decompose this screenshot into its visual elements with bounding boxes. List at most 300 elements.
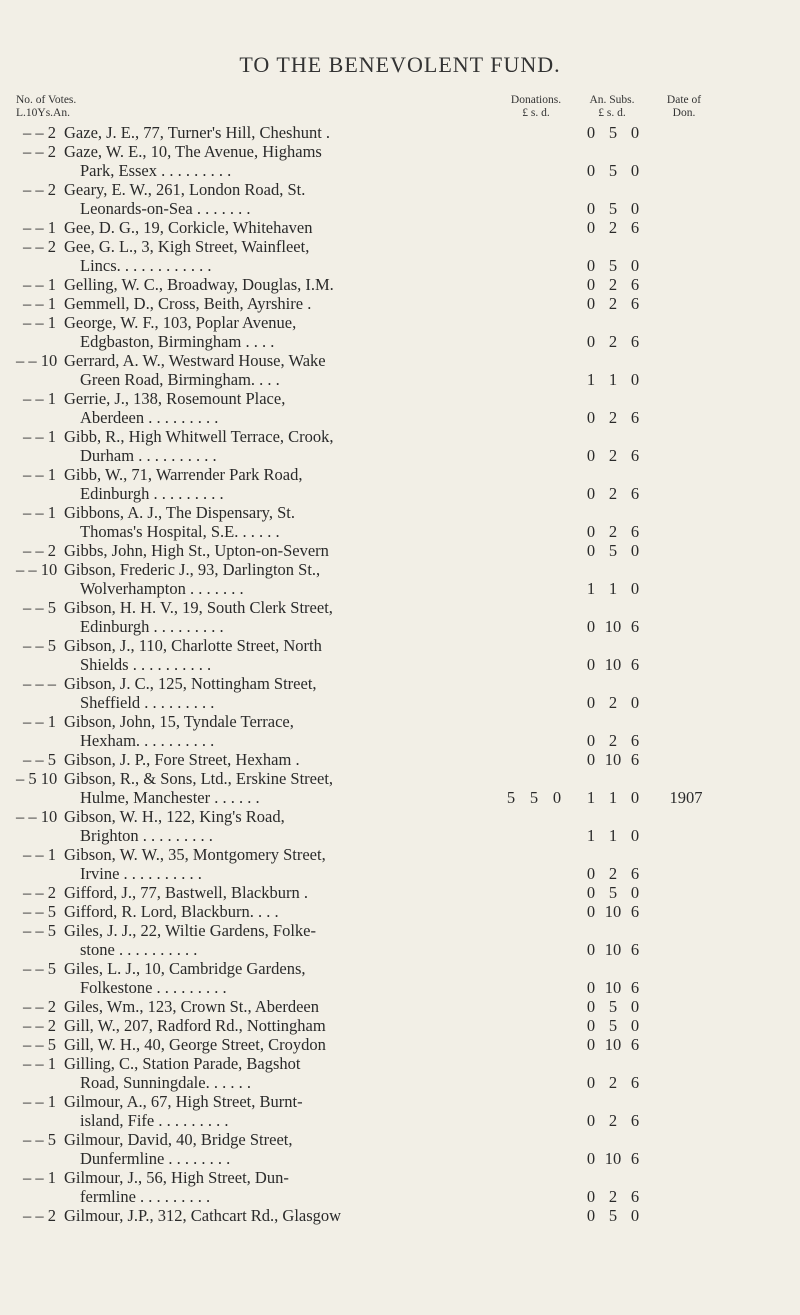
subscription-pounds: 0 [586,750,596,769]
entry-continuation-line [0,199,800,218]
list-item [0,1168,800,1206]
entry-continuation-line [0,522,800,541]
list-item [0,1054,800,1092]
subscription-pence: 0 [630,788,640,807]
votes-count: – – 5 [23,636,56,655]
list-item [0,769,800,807]
votes-count: – – 1 [23,275,56,294]
entry-continuation-line [0,161,800,180]
address-continuation: Hexham. . . . . . . . . . [80,731,215,750]
subscription-pence: 6 [630,1073,640,1092]
subscription-pounds: 0 [586,199,596,218]
subscription-shillings: 5 [608,1206,618,1225]
votes-column-header [16,94,76,120]
subscription-shillings: 2 [608,1111,618,1130]
subscription-pounds: 0 [586,978,596,997]
entry-line [0,1206,800,1225]
entry-line [0,1035,800,1054]
subscription-pounds: 0 [586,1206,596,1225]
subscriber-name-address: Gilmour, J., 56, High Street, Dun- [64,1168,289,1187]
votes-count: – – 10 [16,807,58,826]
subscription-shillings: 10 [604,617,622,636]
subscriber-name-address: Geary, E. W., 261, London Road, St. [64,180,306,199]
subscription-pounds: 0 [586,446,596,465]
subscriber-name-address: Gill, W. H., 40, George Street, Croydon [64,1035,326,1054]
list-item [0,902,800,921]
subscriber-name-address: Gerrard, A. W., Westward House, Wake [64,351,326,370]
subscription-shillings: 2 [608,275,618,294]
entry-line [0,1016,800,1035]
votes-count: – – – [23,674,56,693]
entry-line [0,750,800,769]
address-continuation: Edinburgh . . . . . . . . . [80,484,224,503]
list-item [0,807,800,845]
list-item [0,997,800,1016]
subscription-pence: 6 [630,484,640,503]
votes-header-line2: L.10Ys.An. [16,107,70,119]
subscriber-list [0,123,800,1225]
subscription-shillings: 10 [604,1035,622,1054]
votes-count: – – 2 [23,180,56,199]
votes-count: – – 1 [23,845,56,864]
address-continuation: stone . . . . . . . . . . [80,940,198,959]
subscriber-name-address: Gilling, C., Station Parade, Bagshot [64,1054,301,1073]
subscription-pence: 0 [630,997,640,1016]
subscription-pounds: 0 [586,731,596,750]
list-item [0,294,800,313]
subscription-pence: 0 [630,370,640,389]
votes-count: – – 1 [23,218,56,237]
votes-count: – – 1 [23,503,56,522]
votes-count: – – 5 [23,921,56,940]
subscriber-name-address: George, W. F., 103, Poplar Avenue, [64,313,297,332]
subscription-pounds: 0 [586,408,596,427]
entry-line [0,807,800,826]
votes-count: – – 5 [23,902,56,921]
list-item [0,1035,800,1054]
entry-line [0,674,800,693]
subscriber-name-address: Gibson, W. H., 122, King's Road, [64,807,285,826]
address-continuation: Aberdeen . . . . . . . . . [80,408,219,427]
list-item [0,750,800,769]
subscription-pence: 6 [630,522,640,541]
subscription-shillings: 2 [608,864,618,883]
subscriber-name-address: Giles, J. J., 22, Wiltie Gardens, Folke- [64,921,317,940]
list-item [0,1016,800,1035]
entry-continuation-line [0,484,800,503]
subscription-pence: 6 [630,750,640,769]
entry-continuation-line [0,1111,800,1130]
subscription-pence: 0 [630,123,640,142]
subscription-pounds: 0 [586,883,596,902]
address-continuation: Brighton . . . . . . . . . [80,826,213,845]
votes-count: – – 2 [23,883,56,902]
list-item [0,313,800,351]
subscription-pence: 6 [630,294,640,313]
subs-header-line1: An. Subs. [589,94,635,106]
entry-continuation-line [0,655,800,674]
subscription-pence: 6 [630,978,640,997]
subscriber-name-address: Gibson, J. C., 125, Nottingham Street, [64,674,317,693]
entry-line [0,959,800,978]
votes-count: – – 1 [23,427,56,446]
votes-count: – – 5 [23,1130,56,1149]
subscriber-name-address: Gibb, R., High Whitwell Terrace, Crook, [64,427,334,446]
list-item [0,1092,800,1130]
subscriber-name-address: Gerrie, J., 138, Rosemount Place, [64,389,286,408]
list-item [0,959,800,997]
subscription-shillings: 10 [604,750,622,769]
entry-line [0,883,800,902]
entry-continuation-line [0,408,800,427]
address-continuation: Lincs. . . . . . . . . . . . [80,256,212,275]
list-item [0,712,800,750]
subscriber-name-address: Gilmour, A., 67, High Street, Burnt- [64,1092,303,1111]
subscription-pence: 6 [630,275,640,294]
list-item [0,674,800,712]
subscription-pence: 6 [630,902,640,921]
entry-line [0,427,800,446]
page-title: TO THE BENEVOLENT FUND. [239,52,561,77]
donations-column-header [497,94,575,120]
subscription-pence: 6 [630,731,640,750]
subscription-pounds: 0 [586,940,596,959]
list-item [0,180,800,218]
subscription-pence: 0 [630,161,640,180]
votes-count: – – 2 [23,1016,56,1035]
subscription-pounds: 1 [586,826,596,845]
subscription-pounds: 0 [586,522,596,541]
donation-shillings: 5 [529,788,539,807]
subscriber-name-address: Gibson, John, 15, Tyndale Terrace, [64,712,294,731]
votes-count: – – 1 [23,313,56,332]
date-column-header [652,94,716,120]
subscriber-name-address: Gee, D. G., 19, Corkicle, Whitehaven [64,218,313,237]
entry-line [0,218,800,237]
subscription-shillings: 5 [608,161,618,180]
address-continuation: Park, Essex . . . . . . . . . [80,161,232,180]
subscriber-name-address: Gemmell, D., Cross, Beith, Ayrshire . [64,294,312,313]
subscription-pounds: 0 [586,275,596,294]
entry-line [0,389,800,408]
list-item [0,465,800,503]
address-continuation: Road, Sunningdale. . . . . . [80,1073,251,1092]
entry-continuation-line [0,864,800,883]
entry-line [0,1168,800,1187]
subscription-shillings: 2 [608,1073,618,1092]
subscription-pounds: 0 [586,1035,596,1054]
subscription-pounds: 0 [586,218,596,237]
votes-count: – – 1 [23,1092,56,1111]
subscription-pounds: 0 [586,1187,596,1206]
entry-line [0,237,800,256]
entry-line [0,275,800,294]
subscriber-name-address: Gibson, W. W., 35, Montgomery Street, [64,845,326,864]
subscription-pounds: 1 [586,788,596,807]
subs-header-line2: £ s. d. [598,107,626,119]
entry-continuation-line [0,826,800,845]
entry-line [0,465,800,484]
votes-count: – – 2 [23,541,56,560]
list-item [0,218,800,237]
entry-line [0,313,800,332]
subscription-pence: 0 [630,579,640,598]
subscriber-name-address: Gibbs, John, High St., Upton-on-Severn [64,541,329,560]
address-continuation: Shields . . . . . . . . . . [80,655,212,674]
entry-continuation-line [0,978,800,997]
address-continuation: Wolverhampton . . . . . . . [80,579,244,598]
entry-continuation-line [0,446,800,465]
subscriber-name-address: Gilmour, J.P., 312, Cathcart Rd., Glasgow [64,1206,342,1225]
subscription-pence: 0 [630,1016,640,1035]
address-continuation: Leonards-on-Sea . . . . . . . [80,199,251,218]
entry-line [0,598,800,617]
subscription-shillings: 2 [608,522,618,541]
list-item [0,389,800,427]
subscription-shillings: 2 [608,446,618,465]
entry-continuation-line [0,940,800,959]
address-continuation: island, Fife . . . . . . . . . [80,1111,229,1130]
entry-continuation-line [0,332,800,351]
subscriber-name-address: Gaze, W. E., 10, The Avenue, Highams [64,142,322,161]
subscription-pounds: 0 [586,332,596,351]
entry-line [0,902,800,921]
subscription-pence: 0 [630,199,640,218]
subscription-pounds: 0 [586,484,596,503]
subscription-pounds: 0 [586,655,596,674]
votes-count: – – 1 [23,1168,56,1187]
address-continuation: Edinburgh . . . . . . . . . [80,617,224,636]
list-item [0,883,800,902]
subscription-pence: 6 [630,1035,640,1054]
votes-count: – – 1 [23,294,56,313]
entry-line [0,921,800,940]
subscription-pence: 6 [630,446,640,465]
list-item [0,636,800,674]
address-continuation: Hulme, Manchester . . . . . . [80,788,260,807]
subscription-pounds: 1 [586,579,596,598]
subscriber-name-address: Gibson, H. H. V., 19, South Clerk Street, [64,598,333,617]
subscriber-name-address: Gibbons, A. J., The Dispensary, St. [64,503,295,522]
subscriber-name-address: Gill, W., 207, Radford Rd., Nottingham [64,1016,326,1035]
subscriber-name-address: Gibb, W., 71, Warrender Park Road, [64,465,303,484]
subscription-pence: 6 [630,218,640,237]
votes-count: – – 1 [23,1054,56,1073]
subscriber-name-address: Gibson, J., 110, Charlotte Street, North [64,636,322,655]
entry-line [0,503,800,522]
votes-count: – – 1 [23,712,56,731]
subscription-shillings: 2 [608,484,618,503]
subscription-pounds: 0 [586,256,596,275]
list-item [0,560,800,598]
subscription-pounds: 0 [586,997,596,1016]
subscription-shillings: 2 [608,731,618,750]
subscription-pence: 0 [630,883,640,902]
subscription-pounds: 0 [586,161,596,180]
votes-count: – – 2 [23,1206,56,1225]
subscriber-name-address: Gibson, R., & Sons, Ltd., Erskine Street, [64,769,334,788]
list-item [0,142,800,180]
subscription-pence: 6 [630,864,640,883]
entry-line [0,180,800,199]
list-item [0,427,800,465]
subscription-pence: 6 [630,408,640,427]
subscription-pence: 6 [630,1187,640,1206]
subscription-shillings: 5 [608,883,618,902]
entry-continuation-line [0,693,800,712]
entry-continuation-line [0,1149,800,1168]
votes-header-line1: No. of Votes. [16,94,77,106]
subscription-shillings: 1 [608,788,618,807]
subscription-pence: 0 [630,693,640,712]
list-item [0,921,800,959]
subscription-pence: 0 [630,256,640,275]
list-item [0,503,800,541]
subscription-shillings: 10 [604,655,622,674]
donation-pence: 0 [552,788,562,807]
list-item [0,845,800,883]
subscription-shillings: 10 [604,1149,622,1168]
subscriber-name-address: Gilmour, David, 40, Bridge Street, [64,1130,293,1149]
subscription-pence: 6 [630,617,640,636]
subscription-shillings: 1 [608,826,618,845]
subscription-shillings: 10 [604,978,622,997]
subscriber-name-address: Gelling, W. C., Broadway, Douglas, I.M. [64,275,334,294]
entry-line [0,123,800,142]
subscription-pence: 6 [630,655,640,674]
address-continuation: Thomas's Hospital, S.E. . . . . . [80,522,280,541]
entry-continuation-line [0,256,800,275]
subscription-shillings: 10 [604,902,622,921]
subscription-shillings: 2 [608,332,618,351]
votes-count: – – 10 [16,560,58,579]
votes-count: – – 2 [23,997,56,1016]
subscription-pounds: 0 [586,541,596,560]
entry-line [0,636,800,655]
subscription-pence: 6 [630,940,640,959]
votes-count: – – 1 [23,465,56,484]
entry-line [0,351,800,370]
subscription-pounds: 0 [586,902,596,921]
subscription-pounds: 0 [586,294,596,313]
address-continuation: Durham . . . . . . . . . . [80,446,217,465]
subscription-shillings: 2 [608,1187,618,1206]
subscription-pounds: 0 [586,123,596,142]
subscription-pence: 0 [630,1206,640,1225]
subscription-shillings: 10 [604,940,622,959]
subscription-pence: 6 [630,332,640,351]
subscription-shillings: 1 [608,579,618,598]
subscription-pence: 0 [630,826,640,845]
subscription-shillings: 5 [608,997,618,1016]
entry-line [0,294,800,313]
entry-line [0,845,800,864]
subscription-shillings: 5 [608,123,618,142]
subscription-shillings: 5 [608,256,618,275]
votes-count: – – 5 [23,1035,56,1054]
votes-count: – – 5 [23,598,56,617]
entry-continuation-line [0,617,800,636]
entry-line [0,769,800,788]
subscription-shillings: 2 [608,294,618,313]
subscription-shillings: 2 [608,693,618,712]
subscriber-name-address: Gifford, R. Lord, Blackburn. . . . [64,902,279,921]
donations-header-line1: Donations. [510,94,562,106]
subscription-shillings: 1 [608,370,618,389]
votes-count: – – 1 [23,389,56,408]
votes-count: – – 5 [23,750,56,769]
subscription-pence: 0 [630,541,640,560]
subscriptions-column-header [576,94,648,120]
votes-count: – – 10 [16,351,58,370]
address-continuation: fermline . . . . . . . . . [80,1187,211,1206]
votes-count: – – 2 [23,142,56,161]
donations-header-line2: £ s. d. [522,107,550,119]
subscription-shillings: 5 [608,199,618,218]
list-item [0,237,800,275]
date-header-line1: Date of [666,94,702,106]
votes-count: – – 5 [23,959,56,978]
subscription-shillings: 5 [608,541,618,560]
list-item [0,275,800,294]
list-item [0,598,800,636]
subscription-pounds: 0 [586,1111,596,1130]
subscription-pounds: 0 [586,1149,596,1168]
entry-line [0,560,800,579]
donation-date: 1907 [669,788,703,807]
entry-continuation-line [0,731,800,750]
address-continuation: Sheffield . . . . . . . . . [80,693,215,712]
donation-pounds: 5 [506,788,516,807]
subscription-pounds: 1 [586,370,596,389]
address-continuation: Irvine . . . . . . . . . . [80,864,202,883]
list-item [0,351,800,389]
entry-line [0,1092,800,1111]
subscription-pence: 6 [630,1149,640,1168]
votes-count: – – 2 [23,237,56,256]
entry-continuation-line [0,1073,800,1092]
address-continuation: Folkestone . . . . . . . . . [80,978,227,997]
entry-continuation-line [0,1187,800,1206]
entry-continuation-line [0,370,800,389]
subscriber-name-address: Gibson, J. P., Fore Street, Hexham . [64,750,300,769]
subscriber-name-address: Gaze, J. E., 77, Turner's Hill, Cheshunt . [64,123,331,142]
list-item [0,123,800,142]
subscriber-name-address: Giles, Wm., 123, Crown St., Aberdeen [64,997,319,1016]
subscriber-name-address: Giles, L. J., 10, Cambridge Gardens, [64,959,306,978]
subscription-pounds: 0 [586,617,596,636]
subscriber-name-address: Gibson, Frederic J., 93, Darlington St., [64,560,321,579]
subscription-shillings: 5 [608,1016,618,1035]
votes-count: – 5 10 [16,769,58,788]
address-continuation: Dunfermline . . . . . . . . [80,1149,231,1168]
subscription-shillings: 2 [608,218,618,237]
subscription-pounds: 0 [586,1016,596,1035]
entry-line [0,142,800,161]
entry-continuation-line [0,579,800,598]
list-item [0,1206,800,1225]
entry-line [0,541,800,560]
subscriber-name-address: Gee, G. L., 3, Kigh Street, Wainfleet, [64,237,310,256]
entry-line [0,712,800,731]
subscription-shillings: 2 [608,408,618,427]
subscription-pounds: 0 [586,1073,596,1092]
entry-line [0,997,800,1016]
subscriber-name-address: Gifford, J., 77, Bastwell, Blackburn . [64,883,308,902]
list-item [0,541,800,560]
list-item [0,1130,800,1168]
subscription-pence: 6 [630,1111,640,1130]
